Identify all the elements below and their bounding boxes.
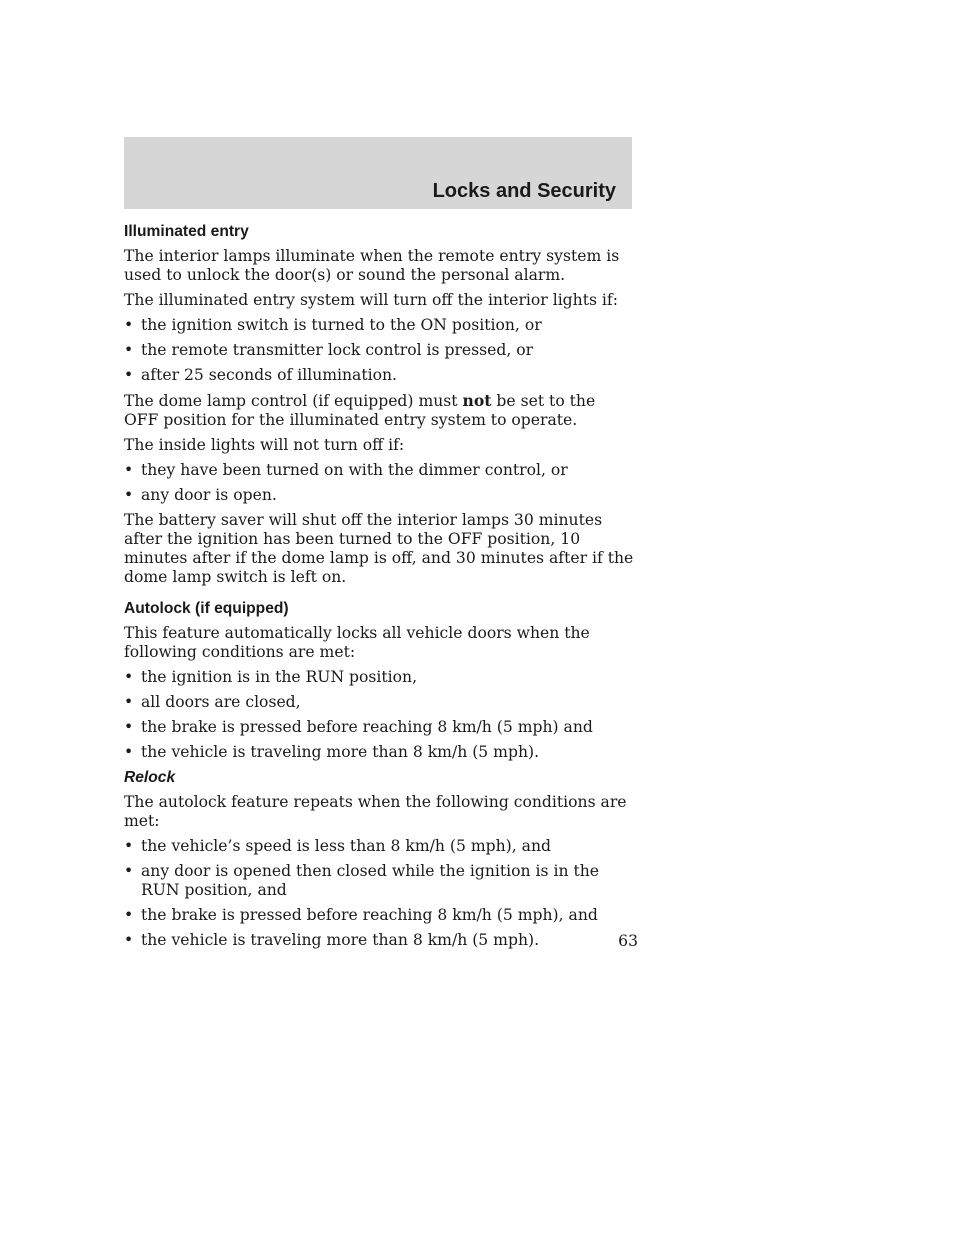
page-number: 63 bbox=[618, 932, 638, 950]
autolock-list bbox=[124, 668, 634, 762]
turn-off-lead: The illuminated entry system will turn off the interior lights if: bbox=[124, 291, 618, 309]
list-item: • the remote transmitter lock control is pressed, or bbox=[124, 341, 534, 359]
bullet-icon: • bbox=[124, 341, 134, 359]
list-item: • the ignition is in the RUN position, bbox=[124, 668, 418, 686]
list-item: • the vehicle is traveling more than 8 km/h (5 mph). bbox=[124, 743, 540, 761]
list-item: • the ignition switch is turned to the ON position, or bbox=[124, 316, 542, 334]
bullet-icon: • bbox=[124, 693, 134, 711]
autolock-heading: Autolock (if equipped) bbox=[124, 600, 289, 617]
relock-list bbox=[124, 837, 634, 950]
inside-lights-list bbox=[124, 461, 634, 505]
turn-off-list bbox=[124, 316, 634, 385]
autolock-intro: This feature automatically locks all vehicle doors when the following conditions are met: bbox=[124, 624, 590, 661]
bullet-icon: • bbox=[124, 862, 134, 880]
bullet-icon: • bbox=[124, 316, 134, 334]
relock-heading: Relock bbox=[124, 769, 176, 786]
section-title: Locks and Security bbox=[432, 180, 616, 202]
page-content bbox=[124, 222, 634, 956]
bullet-icon: • bbox=[124, 718, 134, 736]
list-item: • the vehicle is traveling more than 8 km/h (5 mph). bbox=[124, 931, 540, 949]
illuminated-entry-intro: The interior lamps illuminate when the remote entry system is used to unlock the door(s) or sound the personal alarm. bbox=[124, 247, 620, 284]
bullet-icon: • bbox=[124, 906, 134, 924]
list-item: • the brake is pressed before reaching 8 km/h (5 mph) and bbox=[124, 718, 593, 736]
bullet-icon: • bbox=[124, 837, 134, 855]
list-item: • any door is opened then closed while the ignition is in the RUN position, and bbox=[124, 862, 600, 899]
bullet-icon: • bbox=[124, 366, 134, 384]
list-item: • the brake is pressed before reaching 8 km/h (5 mph), and bbox=[124, 906, 598, 924]
list-item: • the vehicle’s speed is less than 8 km/h (5 mph), and bbox=[124, 837, 551, 855]
list-item: • all doors are closed, bbox=[124, 693, 301, 711]
bullet-icon: • bbox=[124, 461, 134, 479]
bullet-icon: • bbox=[124, 931, 134, 949]
list-item: • after 25 seconds of illumination. bbox=[124, 366, 397, 384]
bullet-icon: • bbox=[124, 668, 134, 686]
list-item: • any door is open. bbox=[124, 486, 277, 504]
inside-lights-lead: The inside lights will not turn off if: bbox=[124, 436, 405, 454]
bullet-icon: • bbox=[124, 486, 134, 504]
illuminated-entry-heading: Illuminated entry bbox=[124, 223, 249, 240]
list-item: • they have been turned on with the dimmer control, or bbox=[124, 461, 568, 479]
battery-saver-paragraph: The battery saver will shut off the interior lamps 30 minutes after the ignition has been turned to the OFF position, 10 minutes after if the dome lamp is off, and 30 minutes after if the dome lamp switch is left on. bbox=[124, 511, 634, 586]
section-header-band bbox=[124, 137, 632, 209]
emphasis-not: not bbox=[462, 391, 492, 410]
relock-intro: The autolock feature repeats when the following conditions are met: bbox=[124, 793, 627, 830]
bullet-icon: • bbox=[124, 743, 134, 761]
dome-lamp-paragraph: The dome lamp control (if equipped) must not be set to the OFF position for the illuminated entry system to operate. bbox=[124, 391, 596, 429]
